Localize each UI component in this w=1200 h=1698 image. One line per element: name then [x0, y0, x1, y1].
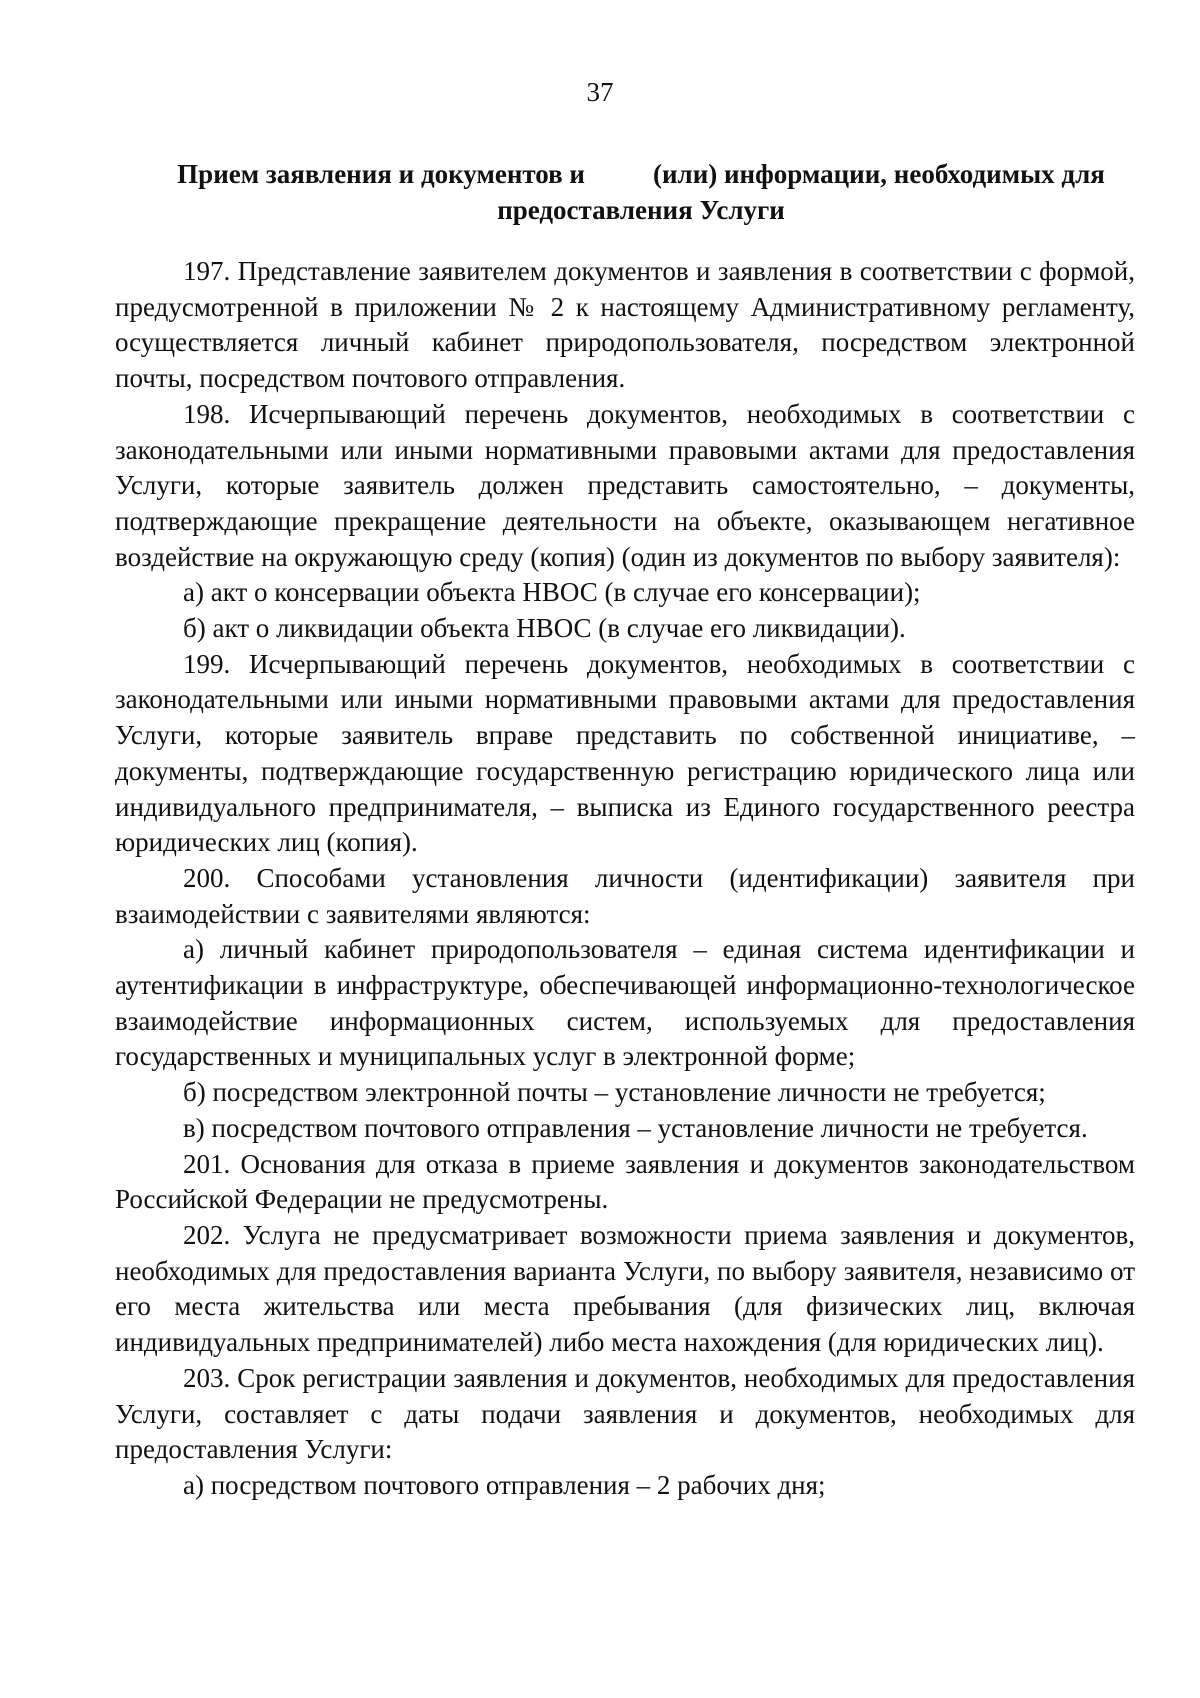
section-heading	[148, 156, 1134, 228]
paragraph-200-item-c: в) посредством почтового отправления – установление личности не требуется.	[183, 1112, 1088, 1143]
page-number: 37	[586, 77, 614, 107]
paragraph-203: 203. Срок регистрации заявления и документов, необходимых для предоставления Услуги, составляет с даты подачи заявления и документов, необходимых для предоставления Услуги:	[115, 1362, 1135, 1465]
paragraph-197: 197. Представление заявителем документов и заявления в соответствии с формой, предусмотренной в приложении № 2 к настоящему Административному регламенту, осуществляется личный кабинет природопользователя, посредством электронной почты, посредством почтового отправления.	[115, 256, 1135, 394]
body-text	[115, 254, 1135, 1504]
paragraph-202: 202. Услуга не предусматривает возможности приема заявления и документов, необходимых для предоставления варианта Услуги, по выбору заявителя, независимо от его места жительства или места пребывания (для физических лиц, включая индивидуальных предпринимателей) либо места нахождения (для юридических лиц).	[115, 1219, 1135, 1358]
paragraph-198-item-a: а) акт о консервации объекта НВОС (в случае его консервации);	[183, 577, 921, 608]
section-heading-part-2: (или) информации, необходимых для	[653, 159, 1105, 189]
paragraph-201: 201. Основания для отказа в приеме заявления и документов законодательством Российской Федерации не предусмотрены.	[115, 1148, 1135, 1215]
section-heading-line-2: предоставления Услуги	[497, 195, 785, 225]
paragraph-199: 199. Исчерпывающий перечень документов, необходимых в соответствии с законодательными или иными нормативными правовыми актами для предоставления Услуги, которые заявитель вправе представить по собственной инициативе, – документы, подтверждающие государственную регистрацию юридического лица или индивидуального предпринимателя, – выписка из Единого государственного реестра юридических лиц (копия).	[115, 648, 1135, 858]
section-heading-line-1	[148, 156, 1134, 192]
paragraph-198: 198. Исчерпывающий перечень документов, необходимых в соответствии с законодательными или иными нормативными правовыми актами для предоставления Услуги, которые заявитель должен представить самостоятельно, – документы, подтверждающие прекращение деятельности на объекте, оказывающем негативное воздействие на окружающую среду (копия) (один из документов по выбору заявителя):	[115, 398, 1135, 572]
paragraph-200-item-a: а) личный кабинет природопользователя – единая система идентификации и аутентификации в инфраструктуре, обеспечивающей информационно-технологическое взаимодействие информационных систем, используемых для предоставления государственных и муниципальных услуг в электронной форме;	[115, 934, 1135, 1072]
paragraph-200: 200. Способами установления личности (идентификации) заявителя при взаимодействии с заявителями являются:	[115, 862, 1135, 929]
section-heading-part-1: Прием заявления и документов и	[177, 159, 585, 189]
paragraph-203-item-a: а) посредством почтового отправления – 2 рабочих дня;	[183, 1469, 826, 1500]
paragraph-198-item-b: б) акт о ликвидации объекта НВОС (в случае его ликвидации).	[183, 613, 906, 644]
paragraph-200-item-b: б) посредством электронной почты – установление личности не требуется;	[183, 1077, 1046, 1108]
